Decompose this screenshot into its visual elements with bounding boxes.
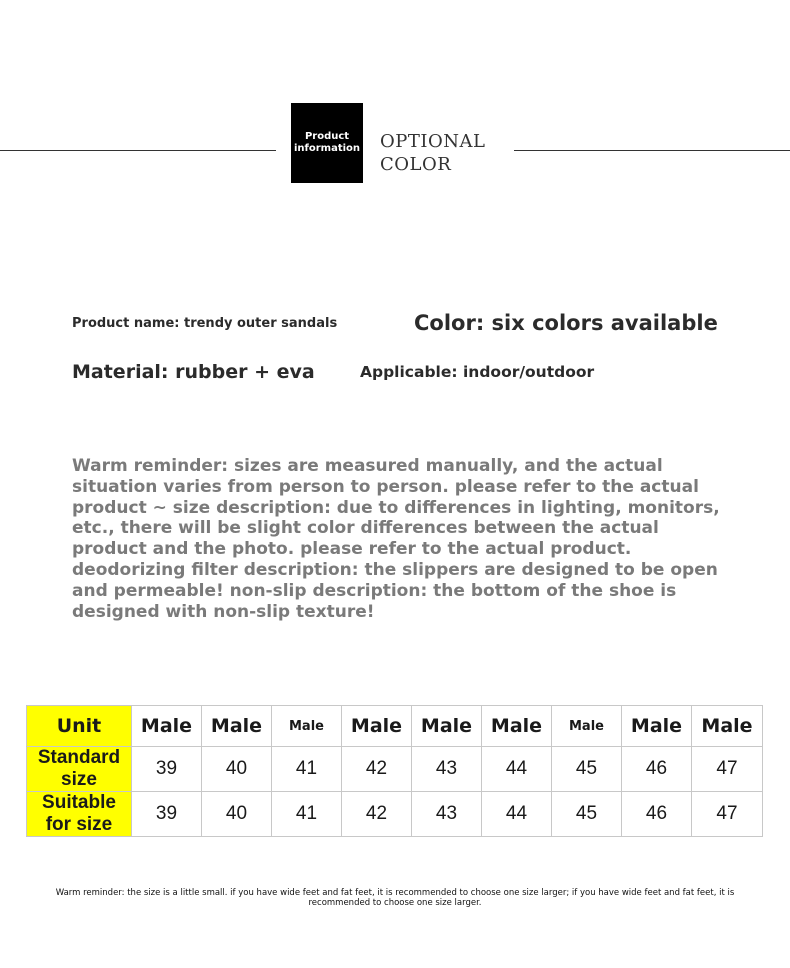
header-cell: Male (342, 706, 412, 747)
header-cell: Male (132, 706, 202, 747)
badge-line-1: Product (304, 131, 350, 142)
size-cell: 43 (412, 792, 482, 837)
size-cell: 39 (132, 747, 202, 792)
product-name: Product name: trendy outer sandals (72, 316, 338, 331)
size-cell: 46 (622, 747, 692, 792)
table-row (27, 792, 763, 837)
header-cell: Male (412, 706, 482, 747)
header-cell: Male (622, 706, 692, 747)
product-information-badge (291, 103, 363, 183)
header-rule-right (514, 150, 790, 151)
size-cell: 45 (552, 747, 622, 792)
size-cell: 45 (552, 792, 622, 837)
size-cell: 41 (272, 792, 342, 837)
header-cell: Male (552, 706, 622, 747)
size-cell: 47 (692, 747, 763, 792)
header-cell: Male (482, 706, 552, 747)
size-cell: 42 (342, 747, 412, 792)
warm-reminder-text: Warm reminder: sizes are measured manually, and the actual situation varies from person to person. please refer to the actual product ~ size description: due to differences in lighting, monitors, etc., there will be slight color differences between the actual product and the photo. please refer to the actual product. deodorizing filter description: the slippers are designed to be open and permeable! non-slip description: the bottom of the shoe is designed with non-slip texture! (72, 456, 720, 622)
product-material: Material: rubber + eva (72, 361, 315, 383)
size-cell: 40 (202, 747, 272, 792)
size-table-header-row (27, 706, 763, 747)
size-cell: 42 (342, 792, 412, 837)
row-label-suitable-for-size: Suitable for size (27, 792, 132, 837)
header-cell: Male (202, 706, 272, 747)
product-color: Color: six colors available (414, 311, 718, 335)
footer-reminder: Warm reminder: the size is a little small. if you have wide feet and fat feet, it is recommended to choose one size larger; if you have wide feet and fat feet, it is recommended to choose one size larger. (55, 888, 735, 908)
product-applicable: Applicable: indoor/outdoor (360, 363, 595, 381)
size-cell: 47 (692, 792, 763, 837)
size-cell: 44 (482, 792, 552, 837)
header-cell: Male (272, 706, 342, 747)
size-cell: 44 (482, 747, 552, 792)
size-cell: 40 (202, 792, 272, 837)
size-cell: 43 (412, 747, 482, 792)
section-title-line-2: COLOR (380, 154, 452, 175)
unit-header-cell: Unit (27, 706, 132, 747)
section-title-line-1: OPTIONAL (380, 131, 486, 152)
size-table (26, 705, 763, 837)
size-cell: 41 (272, 747, 342, 792)
header-cell: Male (692, 706, 763, 747)
size-cell: 46 (622, 792, 692, 837)
size-cell: 39 (132, 792, 202, 837)
badge-line-2: information (293, 143, 361, 154)
row-label-standard-size: Standard size (27, 747, 132, 792)
section-title (380, 130, 485, 176)
header-rule-left (0, 150, 276, 151)
table-row (27, 747, 763, 792)
